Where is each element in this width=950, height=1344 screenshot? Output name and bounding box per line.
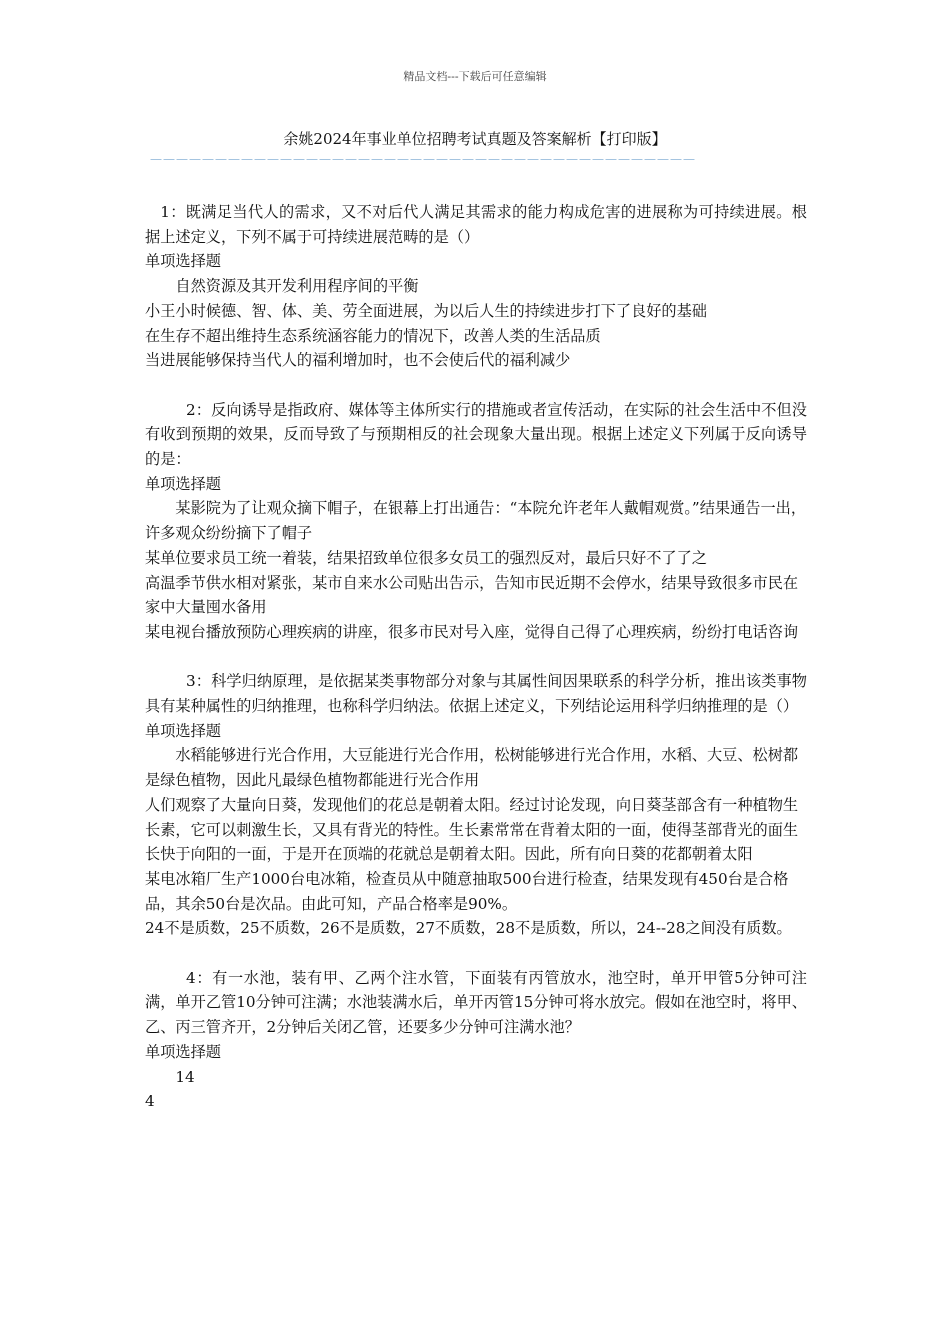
page-header: 精品文档---下载后可任意编辑 [403,70,547,83]
option-a: 自然资源及其开发利用程序间的平衡 [175,277,419,296]
question-2 [145,398,807,645]
question-type: 单项选择题 [145,1042,221,1061]
option-c: 高温季节供水相对紧张，某市自来水公司贴出告示，告知市民近期不会停水，结果导致很多市民在家中大量囤水备用 [145,573,799,617]
option-d: 24不是质数，25不质数，26不是质数，27不质数，28不是质数，所以，24--28之间没有质数。 [145,919,792,938]
option-b: 人们观察了大量向日葵，发现他们的花总是朝着太阳。经过讨论发现，向日葵茎部含有一种植物生长素，它可以刺激生长，又具有背光的特性。生长素常常在背着太阳的一面，使得茎部背光的面生长快于向阳的一面，于是开在顶端的花就总是朝着太阳。因此，所有向日葵的花都朝着太阳 [145,795,799,864]
option-c: 某电冰箱厂生产1000台电冰箱，检查员从中随意抽取500台进行检查，结果发现有450台是合格品，其余50台是次品。由此可知，产品合格率是90%。 [145,869,789,913]
question-stem: 4：有一水池，装有甲、乙两个注水管，下面装有丙管放水，池空时，单开甲管5分钟可注满，单开乙管10分钟可注满；水池装满水后，单开丙管15分钟可将水放完。假如在池空时，将甲、乙、丙三管齐开，2分钟后关闭乙管，还要多少分钟可注满水池？ [145,968,807,1037]
option-a: 某影院为了让观众摘下帽子，在银幕上打出通告：“本院允许老年人戴帽观赏。”结果通告一出，许多观众纷纷摘下了帽子 [145,499,807,543]
question-stem: 2：反向诱导是指政府、媒体等主体所实行的措施或者宣传活动，在实际的社会生活中不但没有收到预期的效果，反而导致了与预期相反的社会现象大量出现。根据上述定义下列属于反向诱导的是： [145,400,807,469]
question-type: 单项选择题 [145,474,221,493]
option-a: 14 [175,1067,195,1086]
option-c: 在生存不超出维持生态系统涵容能力的情况下，改善人类的生活品质 [145,326,601,345]
title-divider: —————————————————————————————————————————— [150,152,696,166]
question-list [145,200,807,1139]
question-type: 单项选择题 [145,252,221,271]
question-3 [145,669,807,941]
option-a: 水稻能够进行光合作用，大豆能进行光合作用，松树能够进行光合作用，水稻、大豆、松树都是绿色植物，因此凡最绿色植物都能进行光合作用 [145,746,799,790]
option-d: 当进展能够保持当代人的福利增加时，也不会使后代的福利减少 [145,351,571,370]
option-b: 4 [145,1092,155,1111]
question-4 [145,966,807,1114]
question-stem: 1：既满足当代人的需求，又不对后代人满足其需求的能力构成危害的进展称为可持续进展。根据上述定义，下列不属于可持续进展范畴的是（） [145,203,807,246]
question-type: 单项选择题 [145,721,221,740]
option-b: 某单位要求员工统一着装，结果招致单位很多女员工的强烈反对，最后只好不了了之 [145,548,707,567]
page-title: 余姚2024年事业单位招聘考试真题及答案解析【打印版】 [283,130,667,148]
question-stem: 3：科学归纳原理，是依据某类事物部分对象与其属性间因果联系的科学分析，推出该类事物具有某种属性的归纳推理，也称科学归纳法。依据上述定义，下列结论运用科学归纳推理的是（） [145,672,807,716]
option-d: 某电视台播放预防心理疾病的讲座，很多市民对号入座，觉得自己得了心理疾病，纷纷打电话咨询 [145,622,799,641]
option-b: 小王小时候德、智、体、美、劳全面进展，为以后人生的持续进步打下了良好的基础 [145,301,707,320]
question-1 [145,200,807,373]
